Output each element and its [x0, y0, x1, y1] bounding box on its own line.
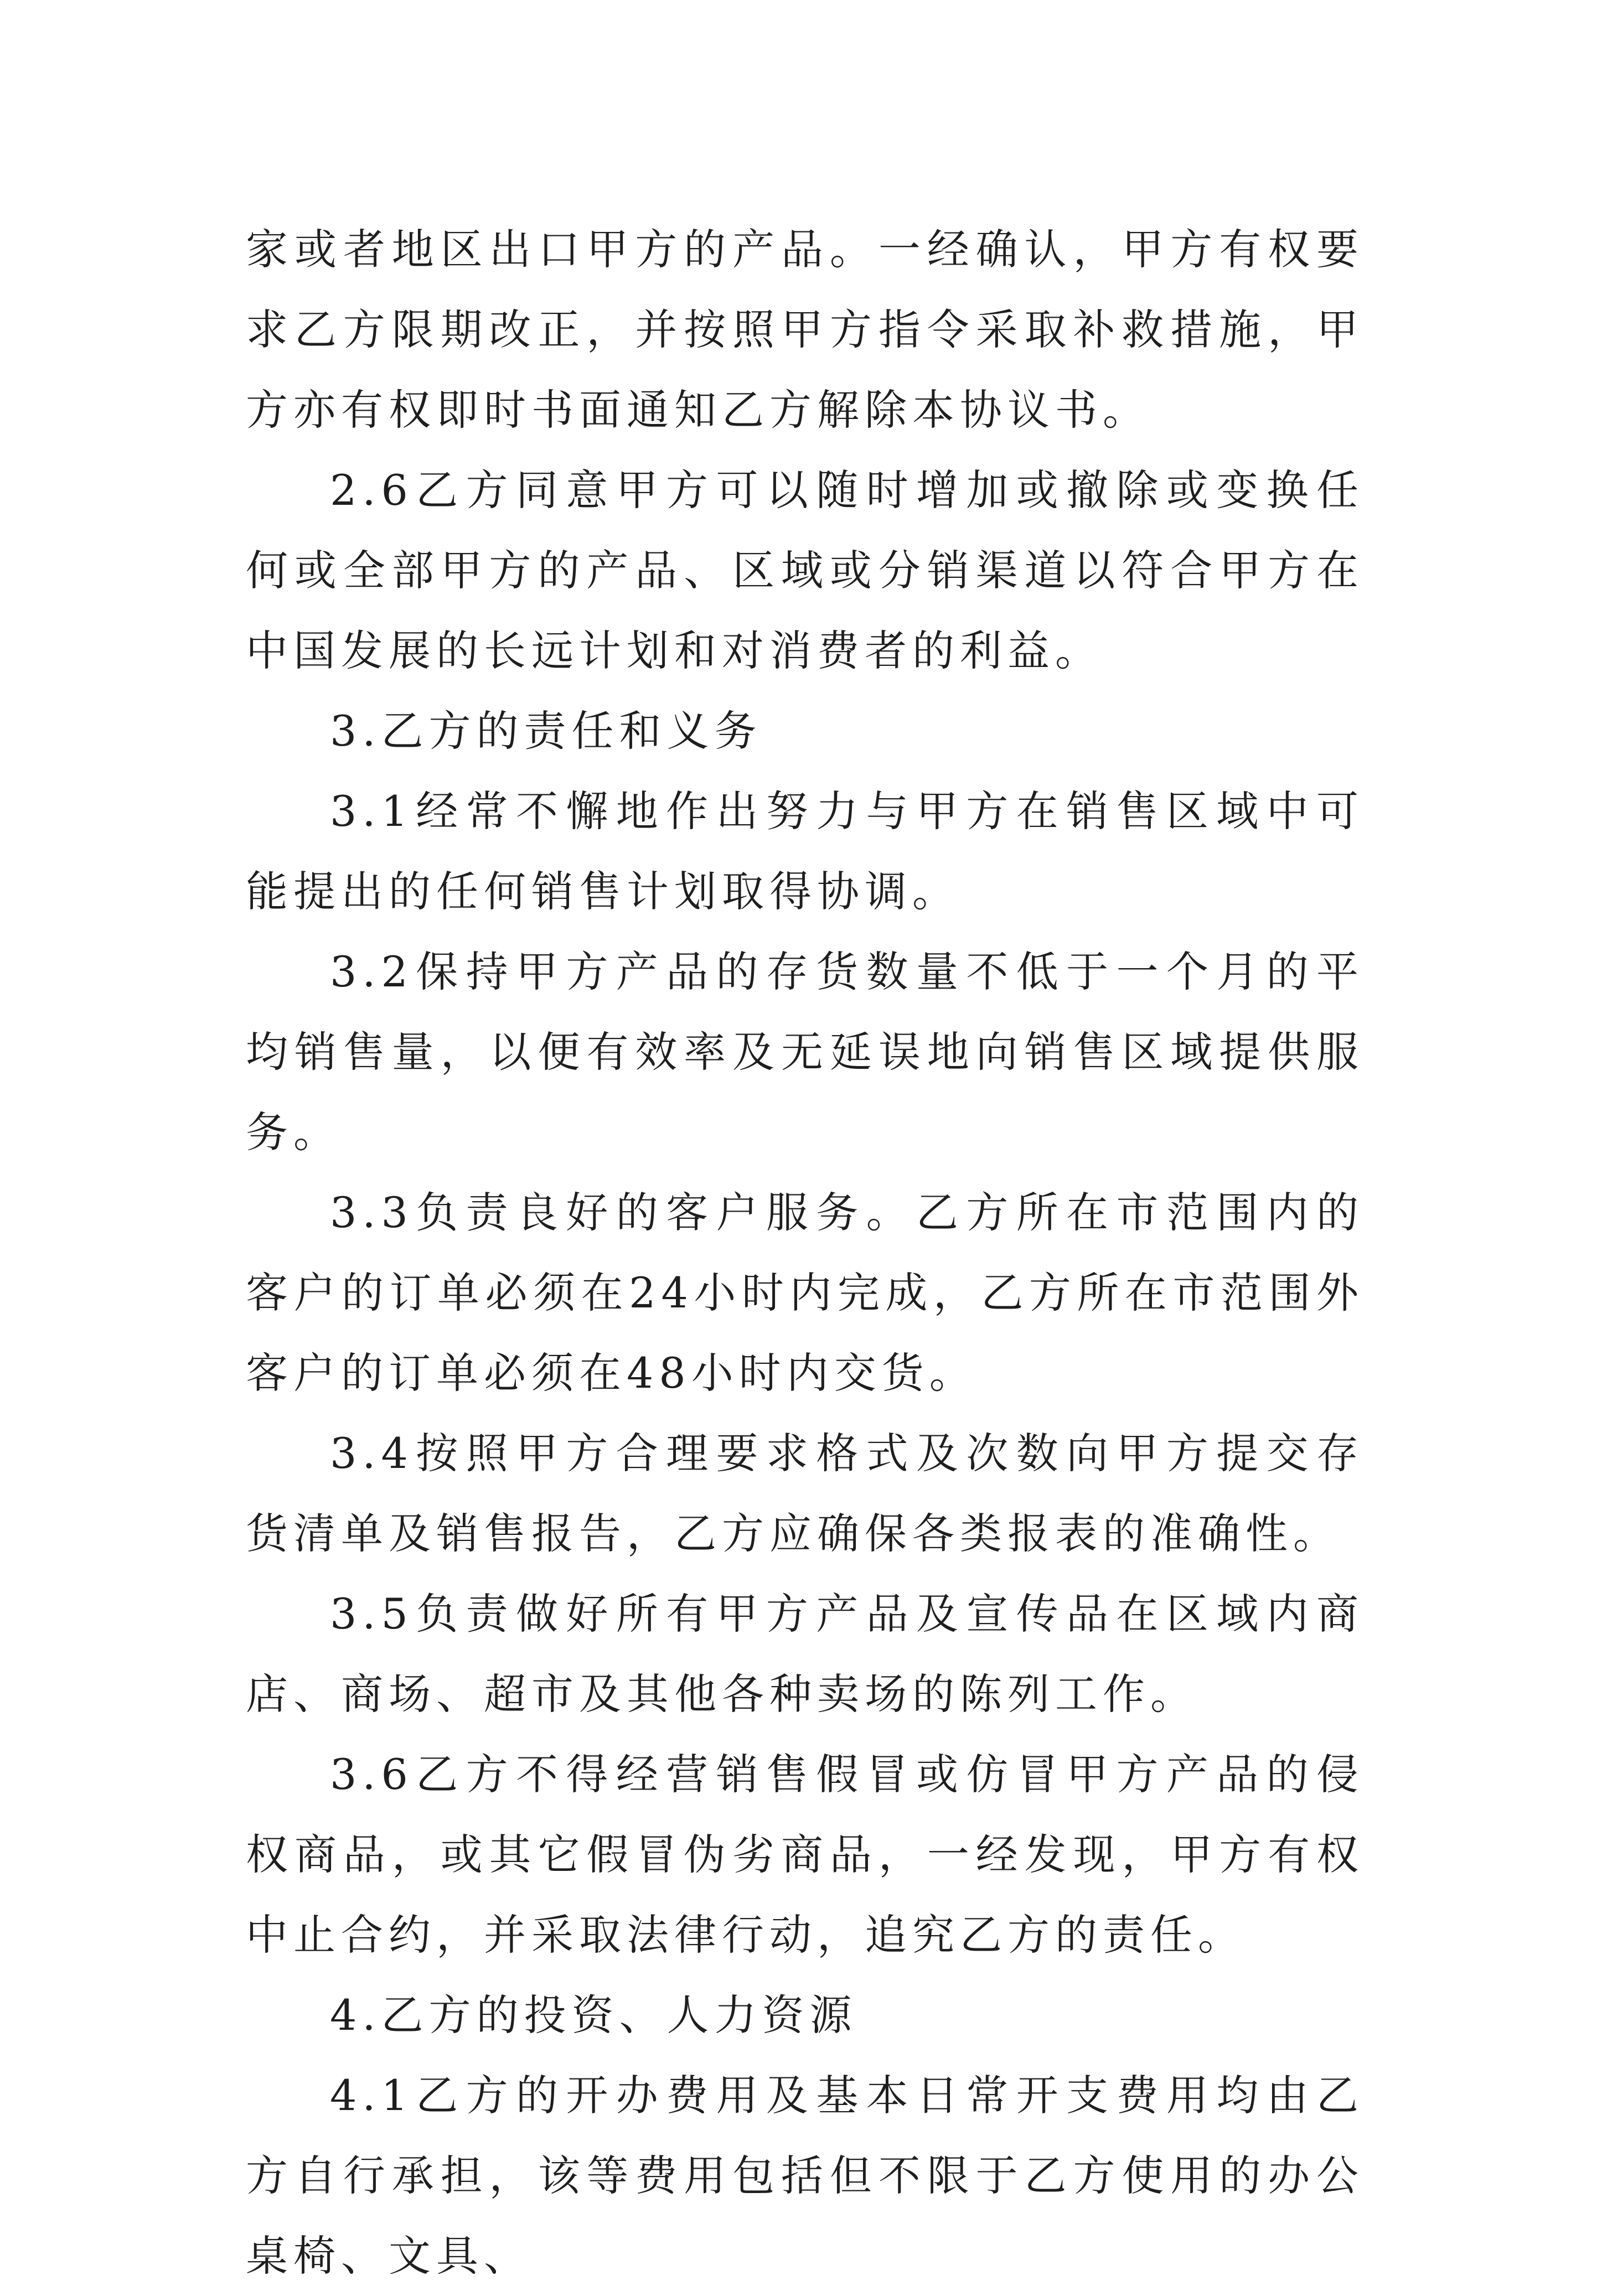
paragraph-clause-3-5: 3.5负责做好所有甲方产品及宣传品在区域内商店、商场、超市及其他各种卖场的陈列工作。	[246, 1589, 1364, 1719]
paragraph-clause-3-3: 3.3负责良好的客户服务。乙方所在市范围内的客户的订单必须在24小时内完成，乙方所在市范围外客户的订单必须在48小时内交货。	[246, 1188, 1364, 1398]
paragraph-clause-3-4: 3.4按照甲方合理要求格式及次数向甲方提交存货清单及销售报告，乙方应确保各类报表的准确性。	[246, 1429, 1364, 1558]
paragraph-clause-3-2: 3.2保持甲方产品的存货数量不低于一个月的平均销售量，以便有效率及无延误地向销售区域提供服务。	[246, 947, 1364, 1157]
section-heading-3: 3.乙方的责任和义务	[330, 706, 762, 756]
paragraph-clause-3-6: 3.6乙方不得经营销售假冒或仿冒甲方产品的侵权商品，或其它假冒伪劣商品，一经发现，甲方有权中止合约，并采取法律行动，追究乙方的责任。	[246, 1750, 1364, 1959]
paragraph-clause-3-1: 3.1经常不懈地作出努力与甲方在销售区域中可能提出的任何销售计划取得协调。	[246, 787, 1364, 916]
paragraph-clause-2-6: 2.6乙方同意甲方可以随时增加或撤除或变换任何或全部甲方的产品、区域或分销渠道以符合甲方在中国发展的长远计划和对消费者的利益。	[246, 466, 1364, 675]
paragraph-continuation: 家或者地区出口甲方的产品。一经确认，甲方有权要求乙方限期改正，并按照甲方指令采取补救措施，甲方亦有权即时书面通知乙方解除本协议书。	[246, 225, 1364, 435]
paragraph-clause-4-1: 4.1乙方的开办费用及基本日常开支费用均由乙方自行承担，该等费用包括但不限于乙方使用的办公桌椅、文具、	[246, 2071, 1364, 2281]
section-heading-4: 4.乙方的投资、人力资源	[330, 1990, 857, 2040]
document-body	[246, 209, 1364, 2296]
